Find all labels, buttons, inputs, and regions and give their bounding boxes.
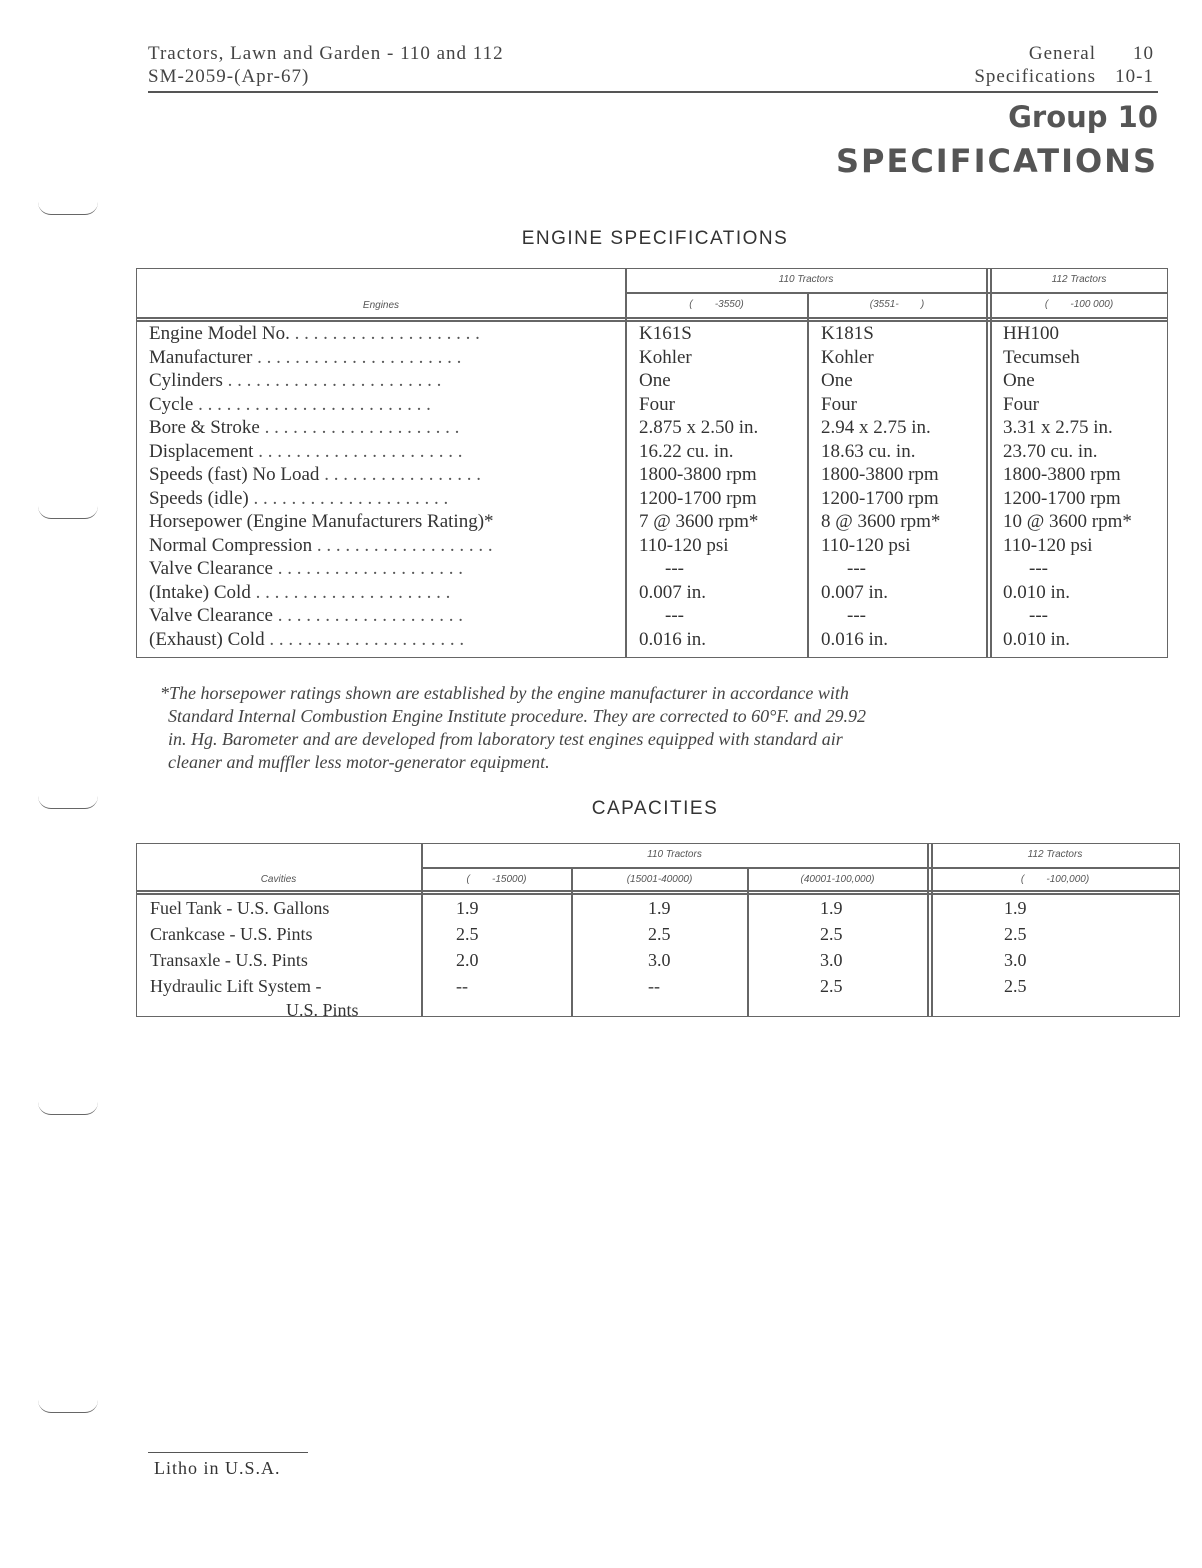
spec-value-c: Tecumseh bbox=[1003, 346, 1080, 368]
capacity-value-b: -- bbox=[648, 976, 660, 996]
spec-label: Speeds (fast) No Load bbox=[149, 464, 320, 485]
capacities-title: CAPACITIES bbox=[591, 798, 719, 819]
spec-label-cell bbox=[137, 416, 625, 440]
spec-value-a: 0.016 in. bbox=[639, 628, 707, 650]
capacity-row bbox=[137, 895, 1179, 921]
engine-specs-title: ENGINE SPECIFICATIONS bbox=[521, 228, 789, 249]
capacity-value-d: 3.0 bbox=[1004, 950, 1027, 970]
spec-value-c: One bbox=[1003, 370, 1035, 391]
cap-serial-range-b: (15001-40000) bbox=[626, 874, 693, 885]
spec-label-cell bbox=[137, 534, 625, 558]
spec-label-cell bbox=[137, 440, 625, 464]
capacity-value-d: 2.5 bbox=[1004, 976, 1027, 996]
capacity-label-cell bbox=[137, 895, 422, 921]
capacity-label: Hydraulic Lift System - bbox=[150, 976, 322, 996]
spec-value-c: 110-120 psi bbox=[1003, 534, 1093, 556]
spec-value-a: 1200-1700 rpm bbox=[639, 487, 757, 509]
engine-specs-table bbox=[137, 322, 1167, 651]
spec-value-a: 2.875 x 2.50 in. bbox=[639, 417, 759, 438]
spec-value-b: 0.016 in. bbox=[821, 628, 889, 650]
spec-label: Speeds (idle) bbox=[149, 487, 249, 509]
capacity-value-a: -- bbox=[456, 976, 468, 996]
engine-spec-row bbox=[137, 440, 1167, 464]
leader-dots: . . . . . . . . . . . . . . . . . . . . bbox=[272, 558, 463, 579]
spec-value-b: Kohler bbox=[821, 346, 874, 368]
spec-value-a: 16.22 cu. in. bbox=[639, 440, 734, 462]
capacity-row bbox=[137, 973, 1179, 1023]
engine-spec-row bbox=[137, 463, 1167, 487]
leader-dots: . . . . . . . . . . . . . . . . . . . . . . bbox=[252, 346, 462, 368]
engines-column-header: Engines bbox=[362, 300, 400, 311]
spec-value-c: --- bbox=[1029, 558, 1048, 579]
manual-title: Tractors, Lawn and Garden - 110 and 112 bbox=[148, 43, 504, 64]
footnote-line: cleaner and muffler less motor-generator equipment. bbox=[168, 752, 550, 772]
engine-spec-row bbox=[137, 604, 1167, 628]
engine-spec-row bbox=[137, 416, 1167, 440]
binder-mark bbox=[38, 1102, 98, 1115]
capacity-value-b: 1.9 bbox=[648, 898, 671, 918]
leader-dots: . . . . . . . . . . . . . . . . . bbox=[319, 464, 481, 485]
capacity-label-cell bbox=[137, 947, 422, 973]
spec-value-a: 110-120 psi bbox=[639, 534, 729, 556]
leader-dots: . . . . . . . . . . . . . . . . . . . . . bbox=[248, 487, 449, 509]
spec-value-b: 110-120 psi bbox=[821, 534, 911, 556]
spec-value-b: 0.007 in. bbox=[821, 581, 889, 603]
engine-spec-row bbox=[137, 581, 1167, 605]
spec-value-a: Kohler bbox=[639, 346, 692, 368]
capacity-value-a: 2.5 bbox=[456, 924, 479, 944]
spec-label-cell bbox=[137, 346, 625, 370]
spec-value-c: 1200-1700 rpm bbox=[1003, 487, 1121, 509]
cap-subheader-rule bbox=[421, 867, 1180, 869]
section-number: 10 bbox=[1133, 43, 1154, 64]
spec-label: Cylinders bbox=[149, 370, 223, 391]
spec-value-a: Four bbox=[639, 393, 675, 415]
engine-spec-row bbox=[137, 369, 1167, 393]
leader-dots: . . . . . . . . . . . . . . . . . . . . bbox=[289, 323, 480, 344]
capacity-label: Crankcase - U.S. Pints bbox=[150, 924, 313, 944]
footnote-line: *The horsepower ratings shown are established by the engine manufacturer in accordance with bbox=[160, 683, 849, 703]
capacity-label-cell bbox=[137, 921, 422, 947]
spec-value-b: K181S bbox=[821, 323, 874, 344]
header-right bbox=[974, 42, 1154, 88]
serial-range-b: (3551- ) bbox=[869, 299, 925, 310]
footnote-line: Standard Internal Combustion Engine Institute procedure. They are corrected to 60°F. and 29.92 bbox=[168, 706, 866, 726]
binder-mark bbox=[38, 796, 98, 809]
spec-value-c: --- bbox=[1029, 605, 1048, 626]
leader-dots: . . . . . . . . . . . . . . . . . . . . bbox=[272, 605, 463, 626]
spec-label: (Intake) Cold bbox=[149, 581, 251, 603]
cavities-column-header: Cavities bbox=[260, 874, 297, 885]
spec-label-cell bbox=[137, 322, 625, 346]
spec-value-a: One bbox=[639, 370, 671, 391]
capacity-value-c: 2.5 bbox=[820, 924, 843, 944]
spec-value-b: Four bbox=[821, 393, 857, 415]
engine-spec-row bbox=[137, 534, 1167, 558]
serial-range-a: ( -3550) bbox=[689, 299, 744, 310]
spec-label: Valve Clearance bbox=[149, 605, 273, 626]
spec-value-c: 1800-3800 rpm bbox=[1003, 464, 1121, 485]
capacity-label-cont: U.S. Pints bbox=[286, 1000, 359, 1020]
cap-tractors-110-header: 110 Tractors bbox=[647, 849, 702, 860]
spec-label-cell bbox=[137, 369, 625, 393]
litho-note: Litho in U.S.A. bbox=[154, 1458, 281, 1478]
binder-mark bbox=[38, 1400, 98, 1413]
leader-dots: . . . . . . . . . . . . . . . . . . . . . bbox=[250, 581, 451, 603]
capacity-row bbox=[137, 947, 1179, 973]
spec-value-b: 18.63 cu. in. bbox=[821, 440, 916, 462]
cap-tractors-112-header: 112 Tractors bbox=[1027, 849, 1083, 860]
spec-value-c: 3.31 x 2.75 in. bbox=[1003, 417, 1113, 438]
capacity-value-b: 3.0 bbox=[648, 950, 671, 970]
spec-value-b: 8 @ 3600 rpm* bbox=[821, 511, 941, 532]
spec-value-a: --- bbox=[665, 558, 684, 579]
engine-spec-row bbox=[137, 487, 1167, 511]
group-title: SPECIFICATIONS bbox=[835, 142, 1158, 180]
engine-spec-row bbox=[137, 628, 1167, 652]
spec-label-cell bbox=[137, 487, 625, 511]
spec-label-cell bbox=[137, 510, 625, 534]
spec-label: Displacement bbox=[149, 440, 254, 462]
engine-spec-row bbox=[137, 346, 1167, 370]
capacity-value-d: 1.9 bbox=[1004, 898, 1027, 918]
capacity-value-a: 1.9 bbox=[456, 898, 479, 918]
capacity-label: Fuel Tank - U.S. Gallons bbox=[150, 898, 330, 918]
spec-value-c: 23.70 cu. in. bbox=[1003, 440, 1098, 462]
capacity-value-a: 2.0 bbox=[456, 950, 479, 970]
spec-label: Horsepower (Engine Manufacturers Rating)* bbox=[149, 511, 494, 532]
cap-serial-range-c: (40001-100,000) bbox=[800, 874, 875, 885]
spec-value-b: 1800-3800 rpm bbox=[821, 464, 939, 485]
capacity-value-c: 2.5 bbox=[820, 976, 843, 996]
engine-header-rule bbox=[136, 317, 1168, 319]
spec-label-cell bbox=[137, 393, 625, 417]
footer-rule bbox=[148, 1452, 308, 1453]
spec-label: Valve Clearance bbox=[149, 558, 273, 579]
spec-label: Engine Model No. bbox=[149, 323, 290, 344]
engine-spec-row bbox=[137, 510, 1167, 534]
capacity-value-c: 3.0 bbox=[820, 950, 843, 970]
spec-value-b: --- bbox=[847, 605, 866, 626]
spec-label: Normal Compression bbox=[149, 534, 313, 556]
capacity-row bbox=[137, 921, 1179, 947]
group-label: Group 10 bbox=[1008, 100, 1158, 134]
leader-dots: . . . . . . . . . . . . . . . . . . . . . . bbox=[253, 440, 463, 462]
spec-value-b: One bbox=[821, 370, 853, 391]
spec-label-cell bbox=[137, 581, 625, 605]
manual-code: SM-2059-(Apr-67) bbox=[148, 66, 310, 87]
subsection-name: Specifications bbox=[974, 66, 1096, 87]
horsepower-footnote bbox=[160, 682, 1170, 774]
binder-mark bbox=[38, 506, 98, 519]
spec-value-a: 1800-3800 rpm bbox=[639, 464, 757, 485]
spec-label: Cycle bbox=[149, 393, 194, 415]
spec-value-b: --- bbox=[847, 558, 866, 579]
engine-spec-row bbox=[137, 393, 1167, 417]
spec-value-c: 0.010 in. bbox=[1003, 628, 1071, 650]
capacity-value-d: 2.5 bbox=[1004, 924, 1027, 944]
footnote-line: in. Hg. Barometer and are developed from laboratory test engines equipped with standard air bbox=[168, 729, 843, 749]
spec-value-c: HH100 bbox=[1003, 323, 1059, 344]
spec-label-cell bbox=[137, 463, 625, 487]
spec-value-c: Four bbox=[1003, 393, 1039, 415]
cap-serial-range-a: ( -15000) bbox=[466, 874, 527, 885]
tractors-110-header: 110 Tractors bbox=[778, 274, 834, 285]
spec-label-cell bbox=[137, 557, 625, 581]
leader-dots: . . . . . . . . . . . . . . . . . . . . . bbox=[264, 628, 465, 650]
spec-value-a: 7 @ 3600 rpm* bbox=[639, 511, 759, 532]
spec-value-a: K161S bbox=[639, 323, 692, 344]
leader-dots: . . . . . . . . . . . . . . . . . . . . . . . bbox=[222, 370, 442, 391]
serial-range-c: ( -100 000) bbox=[1044, 299, 1114, 310]
tractors-112-header: 112 Tractors bbox=[1051, 274, 1107, 285]
capacity-value-b: 2.5 bbox=[648, 924, 671, 944]
leader-dots: . . . . . . . . . . . . . . . . . . . . . bbox=[259, 417, 460, 438]
spec-value-a: --- bbox=[665, 605, 684, 626]
page-number: 10-1 bbox=[1115, 66, 1154, 87]
spec-value-b: 1200-1700 rpm bbox=[821, 487, 939, 509]
capacity-value-c: 1.9 bbox=[820, 898, 843, 918]
header-rule bbox=[148, 91, 1158, 93]
cap-header-rule bbox=[136, 890, 1180, 892]
capacity-label-cell bbox=[137, 973, 422, 1023]
spec-label-cell bbox=[137, 628, 625, 652]
section-name: General bbox=[1028, 43, 1096, 64]
header-left bbox=[148, 42, 504, 88]
engine-spec-row bbox=[137, 557, 1167, 581]
leader-dots: . . . . . . . . . . . . . . . . . . . . . . . . . bbox=[193, 393, 431, 415]
spec-label: (Exhaust) Cold bbox=[149, 628, 265, 650]
engine-spec-row bbox=[137, 322, 1167, 346]
spec-label: Bore & Stroke bbox=[149, 417, 260, 438]
spec-value-c: 10 @ 3600 rpm* bbox=[1003, 511, 1132, 532]
capacity-label: Transaxle - U.S. Pints bbox=[150, 950, 308, 970]
spec-value-c: 0.010 in. bbox=[1003, 581, 1071, 603]
binder-mark bbox=[38, 202, 98, 215]
spec-label-cell bbox=[137, 604, 625, 628]
leader-dots: . . . . . . . . . . . . . . . . . . . bbox=[312, 534, 493, 556]
spec-value-b: 2.94 x 2.75 in. bbox=[821, 417, 931, 438]
cap-serial-range-d: ( -100,000) bbox=[1020, 874, 1090, 885]
capacities-table bbox=[137, 895, 1179, 1023]
spec-label: Manufacturer bbox=[149, 346, 253, 368]
spec-value-a: 0.007 in. bbox=[639, 581, 707, 603]
engine-subheader-rule bbox=[625, 292, 1168, 294]
